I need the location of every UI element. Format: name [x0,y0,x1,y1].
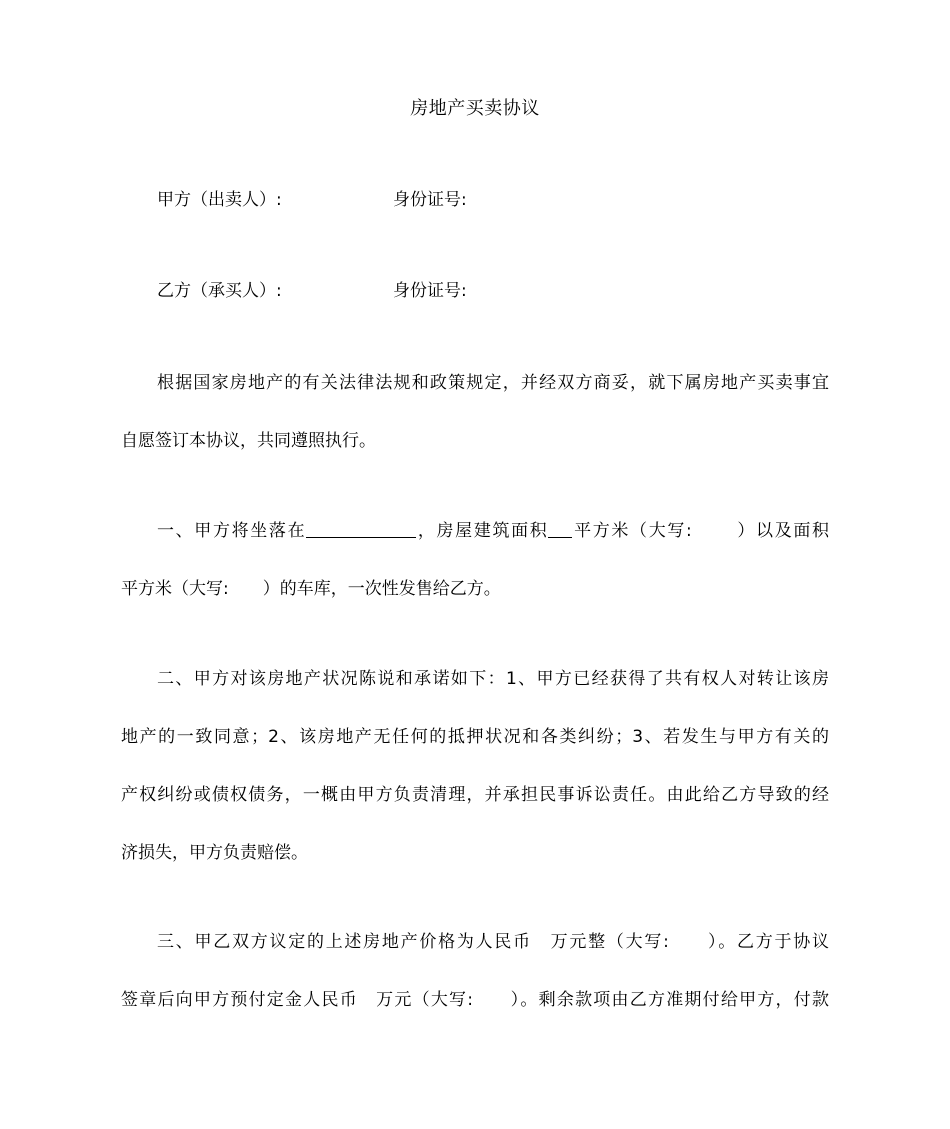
clause-2-line-4: 济损失，甲方负责赔偿。 [121,843,308,863]
clause-2-paragraph [121,650,829,882]
clause-3-line-2: 签章后向甲方预付定金人民币 万元（大写: ）。剩余款项由乙方准期付给甲方，付款 [121,990,829,1010]
clause-1-text-a: 一、甲方将坐落在 [157,521,307,541]
intro-paragraph [121,354,829,470]
party-a-id-label: 身份证号: [393,190,467,210]
clause-1-line-2: 平方米（大写: ）的车库，一次性发售给乙方。 [121,579,501,599]
clause-1-text-d: ）以及面积 [735,521,829,541]
clause-3-line-1: 三、甲乙双方议定的上述房地产价格为人民币 万元整（大写: ）。乙方于协议 [157,932,829,952]
party-a-label: 甲方（出卖人）: [157,190,282,210]
clause-1-text-c: 平方米（大写: [572,521,692,541]
clause-2-line-2: 地产的一致同意；2、该房地产无任何的抵押状况和各类纠纷；3、若发生与甲方有关的 [121,727,829,747]
clause-1-line-1 [121,502,829,560]
party-a-row [157,188,467,212]
clause-3-paragraph [121,913,829,1029]
location-blank [306,519,416,538]
clause-2-line-3: 产权纠纷或债权债务，一概由甲方负责清理，并承担民事诉讼责任。由此给乙方导致的经 [121,785,829,805]
party-b-row [157,279,467,303]
party-b-id-label: 身份证号: [393,281,467,301]
intro-line-1: 根据国家房地产的有关法律法规和政策规定，并经双方商妥，就下属房地产买卖事宜 [157,373,829,393]
intro-line-2: 自愿签订本协议，共同遵照执行。 [121,431,376,451]
clause-1-text-b: ，房屋建筑面积 [416,521,549,541]
document-title: 房地产买卖协议 [410,98,540,119]
area-blank [548,519,572,538]
clause-1-paragraph [121,502,829,618]
clause-2-line-1: 二、甲方对该房地产状况陈说和承诺如下：1、甲方已经获得了共有权人对转让该房 [157,669,829,689]
party-b-label: 乙方（承买人）: [157,281,282,301]
